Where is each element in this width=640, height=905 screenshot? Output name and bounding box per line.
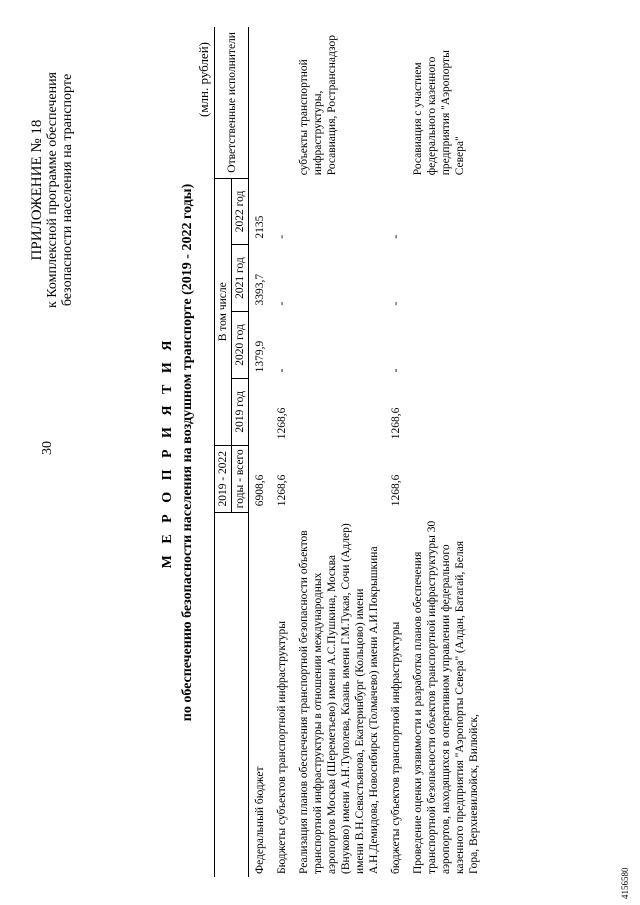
table-row <box>293 27 385 877</box>
row-responsible <box>271 27 293 178</box>
header-2022: 2022 год <box>232 178 249 244</box>
row-responsible: Росавиация с участием федерального казенного предприятия "Аэропорты Севера" <box>412 50 466 176</box>
row-2019: 1268,6 <box>276 407 288 440</box>
row-2019: 1268,6 <box>390 407 402 440</box>
row-2019 <box>407 378 485 445</box>
table-row <box>249 27 272 877</box>
page-number: 30 <box>40 441 55 455</box>
header-2020: 2020 год <box>232 311 249 378</box>
row-responsible <box>249 27 272 178</box>
row-total <box>407 445 485 512</box>
header-total-bottom: годы - всего <box>232 445 249 512</box>
row-2020: 1379,9 <box>254 340 266 373</box>
table-row <box>385 27 407 877</box>
appendix-line-2: к Комплексной программе обеспечения <box>45 72 60 309</box>
measures-table <box>214 27 485 877</box>
row-2021 <box>407 245 485 312</box>
row-total <box>293 445 385 512</box>
header-total-top: 2019 - 2022 <box>215 445 232 512</box>
row-total: 6908,6 <box>254 474 266 507</box>
appendix-line-3: безопасности населения на транспорте <box>60 73 75 307</box>
row-name: Бюджеты субъектов транспортной инфраструктуры <box>276 620 288 874</box>
row-responsible: субъекты транспортной инфраструктуры, Росавиация, Ространснадзор <box>298 34 338 176</box>
header-empty <box>215 512 249 877</box>
appendix-header <box>30 40 75 340</box>
row-2022 <box>293 178 385 244</box>
row-total: 1268,6 <box>390 474 402 507</box>
header-group: В том числе <box>215 178 232 445</box>
row-total: 1268,6 <box>276 474 288 507</box>
row-responsible <box>385 27 407 178</box>
row-name: Федеральный бюджет <box>254 766 266 874</box>
header-2021: 2021 год <box>232 245 249 312</box>
row-2021: - <box>276 301 288 306</box>
row-name: бюджеты субъектов транспортной инфраструктуры <box>390 621 402 874</box>
row-2021: 3393,7 <box>254 273 266 306</box>
row-2020 <box>407 311 485 378</box>
row-name: Реализация планов обеспечения транспортной безопасности объектов транспортной инфраструктуры в отношении международных аэропортов Москва (Шереметьево) имени А.С.Пушкина, Москва (Внуково) имени А.Н.Туполева, Казань имени Г.М.Тукая, Сочи (Адлер) имени В.Н.Севастьянова, Екатеринбург (Кольцово) имени А.Н.Демидова, Новосибирск (Толмачево) имени А.И.Покрышкина <box>298 523 380 874</box>
row-2022: - <box>276 234 288 239</box>
row-2022 <box>407 178 485 244</box>
appendix-line-1: ПРИЛОЖЕНИЕ № 18 <box>29 119 45 261</box>
row-2020: - <box>276 368 288 373</box>
row-2019 <box>293 378 385 445</box>
row-2022: 2135 <box>254 215 266 239</box>
document-title: М Е Р О П Р И Я Т И Я <box>160 336 175 569</box>
row-2021 <box>293 245 385 312</box>
header-2019: 2019 год <box>232 378 249 445</box>
row-2020 <box>293 311 385 378</box>
document-subtitle: по обеспечению безопасности населения на воздушном транспорте (2019 - 2022 годы) <box>180 183 195 722</box>
row-name: Проведение оценки уязвимости и разработка планов обеспечения транспортной безопасности объектов транспортной инфраструктуры 30 аэропортов, находящихся в оперативном управлении федерального казенного предприятия "Аэропорты Севера" (Алдан, Батагай, Белая Гора, Верхневилюйск, Вилюйск, <box>412 520 480 874</box>
units-label: (млн. рублей) <box>196 42 211 117</box>
document-code: 4156580 <box>620 867 630 899</box>
row-2019 <box>249 378 272 445</box>
table-row <box>271 27 293 877</box>
table-row <box>407 27 485 877</box>
header-responsible: Ответственные исполнители <box>215 27 249 178</box>
row-2020: - <box>390 368 402 373</box>
row-2021: - <box>390 301 402 306</box>
row-2022: - <box>390 234 402 239</box>
